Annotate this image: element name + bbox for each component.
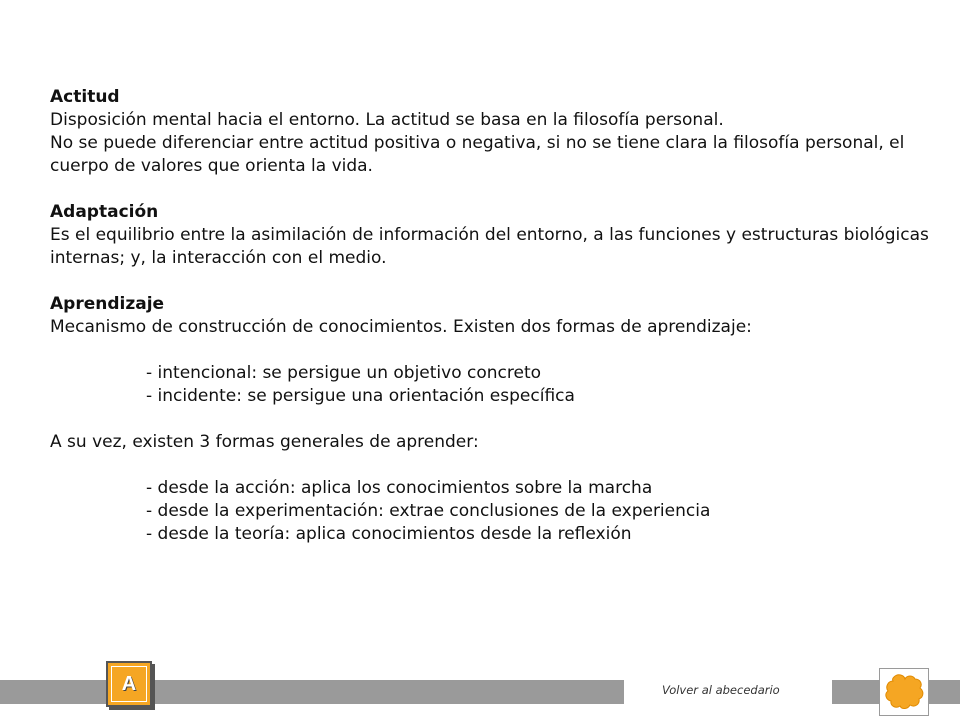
letter-a-label: A (121, 672, 137, 695)
orange-puzzle-piece-icon (880, 669, 928, 715)
general-form-item: - desde la acción: aplica los conocimientos sobre la marcha (146, 478, 653, 498)
general-form-item: - desde la experimentación: extrae conclusiones de la experiencia (146, 501, 711, 521)
general-forms-intro: A su vez, existen 3 formas generales de aprender: (50, 432, 479, 452)
home-logo-button[interactable] (879, 668, 929, 716)
definition-line: Disposición mental hacia el entorno. La actitud se basa en la filosofía personal. (50, 110, 724, 130)
glossary-entry-actitud (50, 86, 930, 178)
form-item: - incidente: se persigue una orientación específica (146, 386, 575, 406)
footer-bar (0, 680, 624, 704)
term-title: Aprendizaje (50, 294, 165, 314)
general-form-item: - desde la teoría: aplica conocimientos desde la reflexión (146, 524, 632, 544)
term-title: Actitud (50, 87, 120, 107)
letter-a-button[interactable] (106, 661, 152, 707)
form-item: - intencional: se persigue un objetivo concreto (146, 363, 542, 383)
glossary-entry-aprendizaje (50, 293, 930, 546)
definition-line: Mecanismo de construcción de conocimientos. Existen dos formas de aprendizaje: (50, 317, 752, 337)
glossary-content (50, 86, 930, 546)
definition-line: No se puede diferenciar entre actitud positiva o negativa, si no se tiene clara la filosofía personal, el cuerpo de valores que orienta la vida. (50, 133, 905, 176)
glossary-entry-adaptacion (50, 201, 930, 270)
back-to-alphabet-link[interactable]: Volver al abecedario (662, 683, 780, 697)
term-title: Adaptación (50, 202, 159, 222)
definition-line: Es el equilibrio entre la asimilación de información del entorno, a las funciones y estructuras biológicas internas; y, la interacción con el medio. (50, 225, 929, 268)
